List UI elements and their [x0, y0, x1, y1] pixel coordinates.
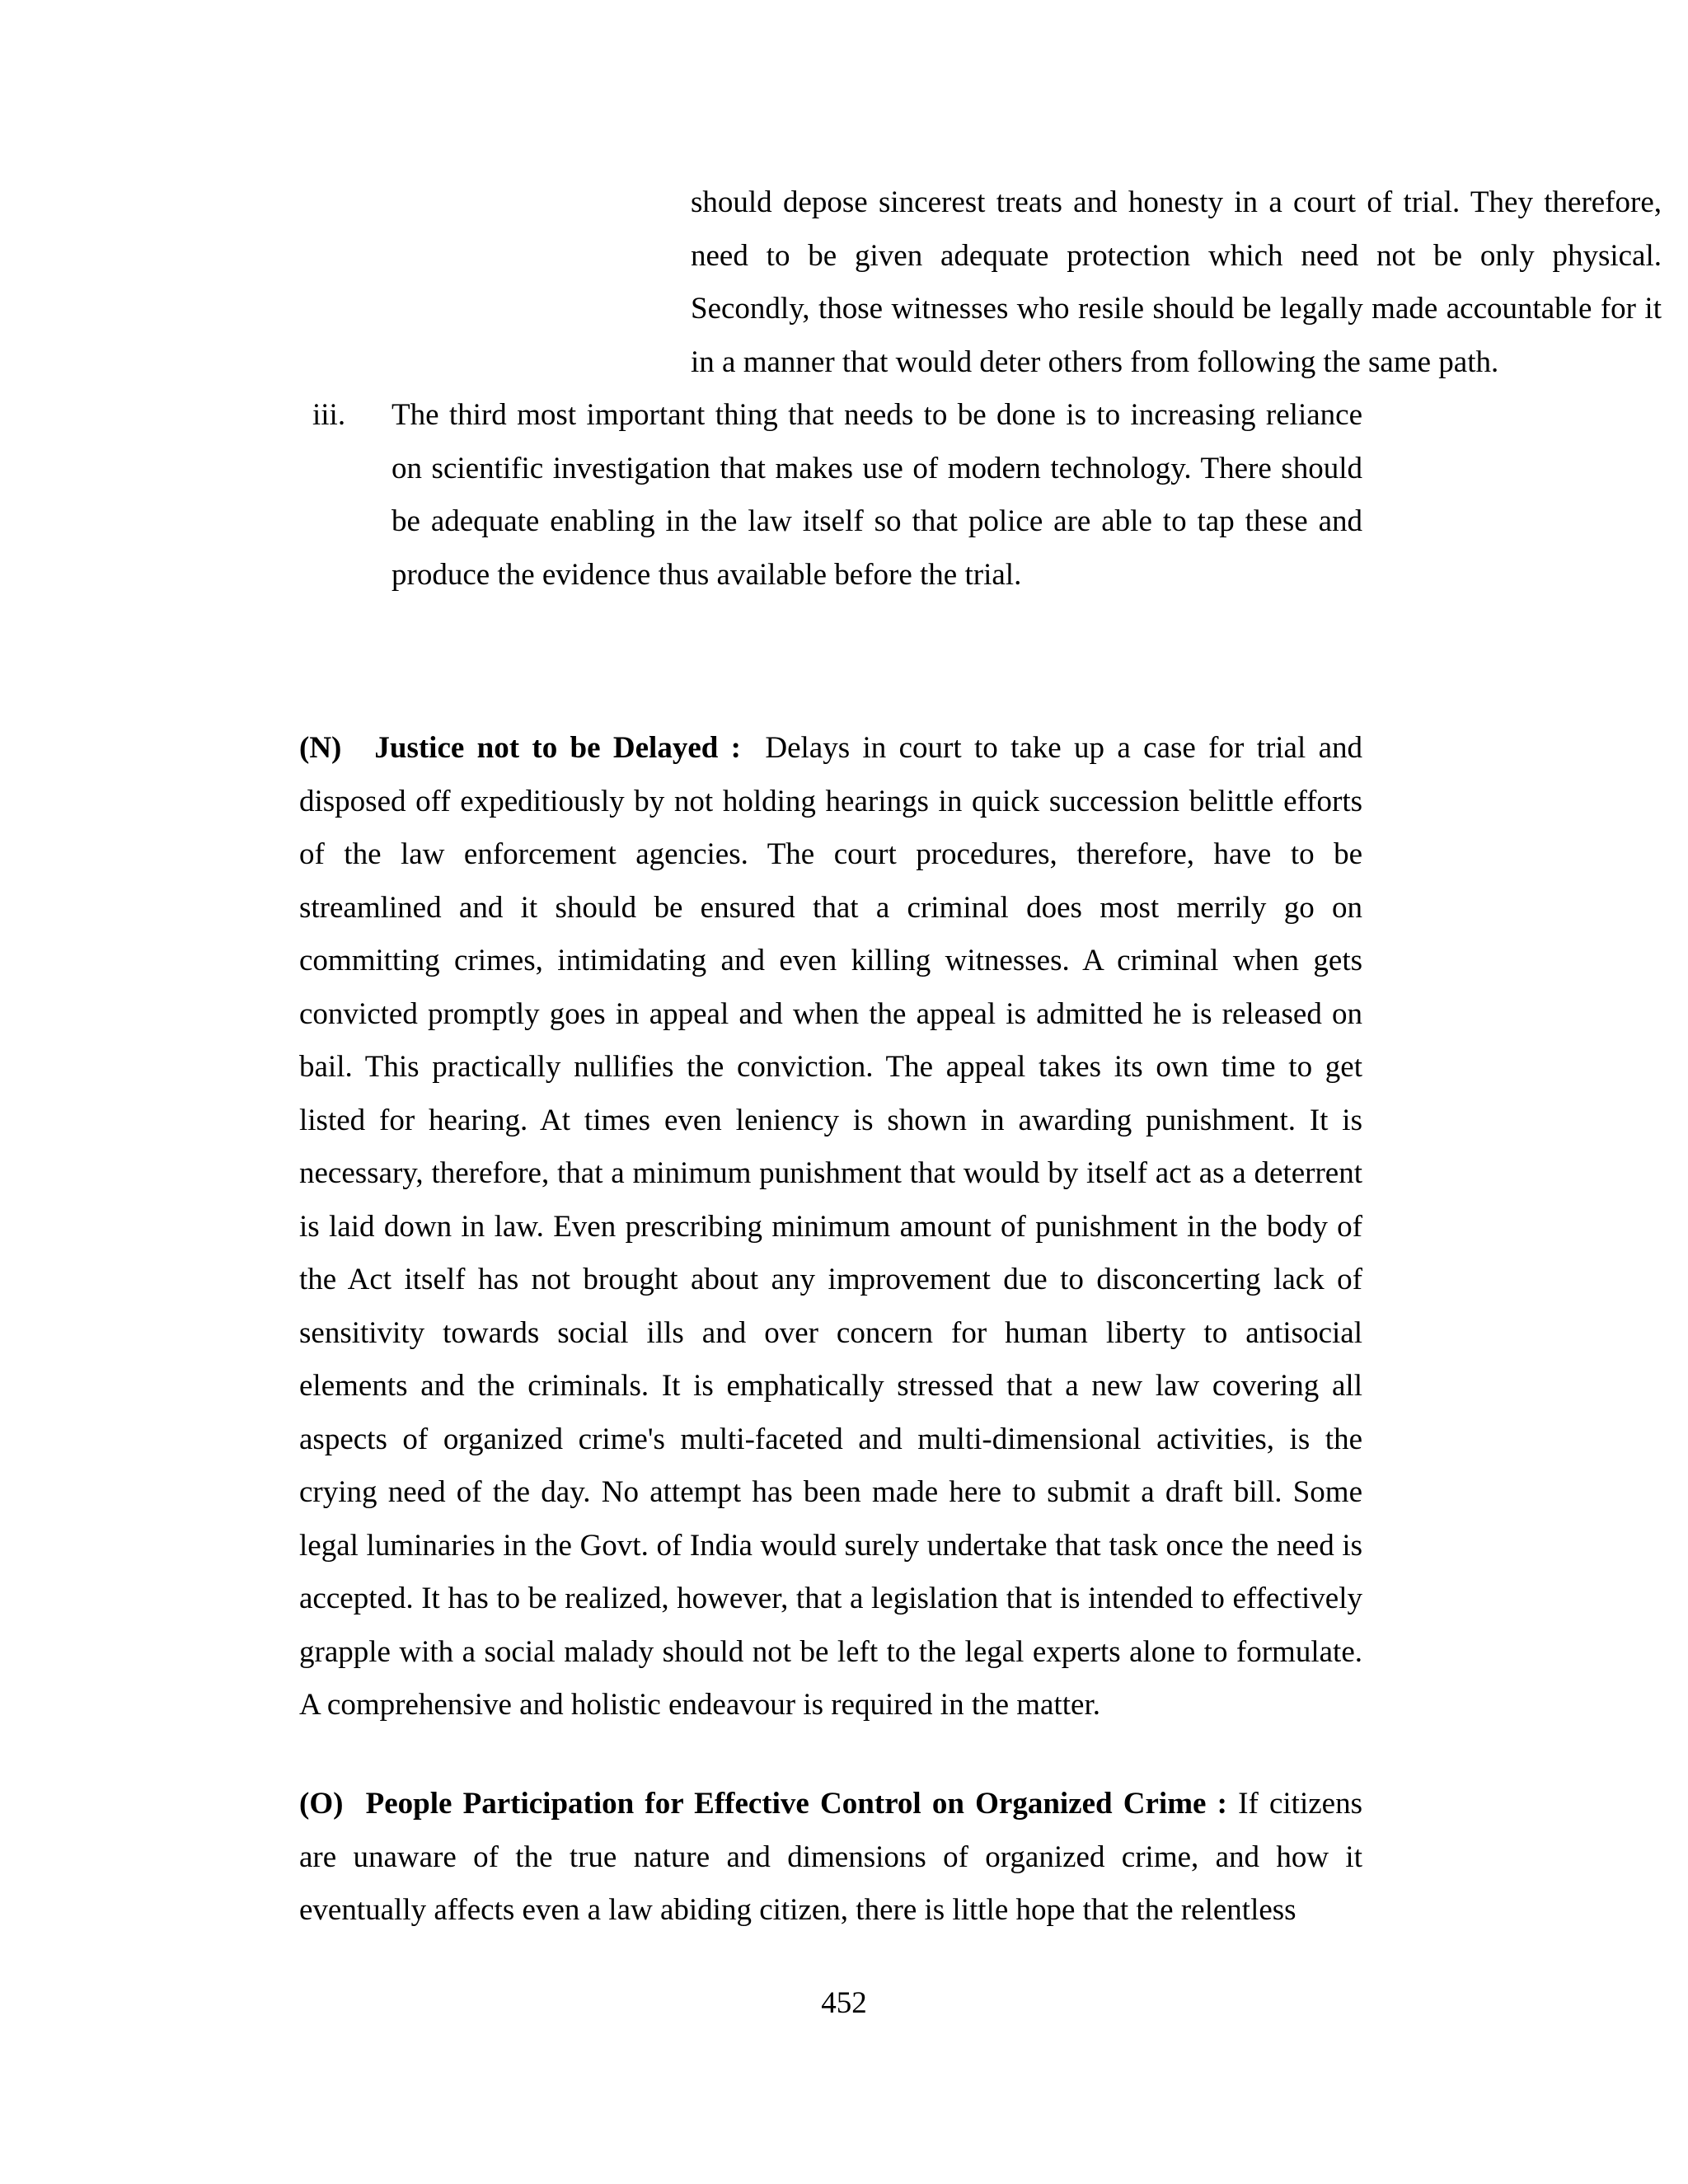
- section-n-body: Delays in court to take up a case for trial and disposed off expeditiously by not holding hearings in quick succession belittle efforts of the law enforcement agencies. The court procedures, therefore, have to be streamlined and it should be ensured that a criminal does most merrily go on committing crimes, intimidating and even killing witnesses. A criminal when gets convicted promptly goes in appeal and when the appeal is admitted he is released on bail. This practically nullifies the conviction. The appeal takes its own time to get listed for hearing. At times even leniency is shown in awarding punishment. It is necessary, therefore, that a minimum punishment that would by itself act as a deterrent is laid down in law. Even prescribing minimum amount of punishment in the body of the Act itself has not brought about any improvement due to disconcerting lack of sensitivity towards social ills and over concern for human liberty to antisocial elements and the criminals. It is emphatically stressed that a new law covering all aspects of organized crime's multi-faceted and multi-dimensional activities, is the crying need of the day. No attempt has been made here to submit a draft bill. Some legal luminaries in the Govt. of India would surely undertake that task once the need is accepted. It has to be realized, however, that a legislation that is intended to effectively grapple with a social malady should not be left to the legal experts alone to formulate. A comprehensive and holistic endeavour is required in the matter.: [299, 731, 1363, 1722]
- section-o: [299, 1778, 1362, 1938]
- section-n-paragraph: [299, 722, 1362, 1732]
- list-item-iii-text: The third most important thing that needs to be done is to increasing reliance on scientific investigation that makes use of modern technology. There should be adequate enabling in the law itself so that police are able to tap these and produce the evidence thus available before the trial.: [392, 398, 1362, 592]
- section-n-label: (N): [299, 731, 342, 765]
- section-o-label: (O): [299, 1787, 344, 1821]
- section-o-body: If citizens are unaware of the true nature and dimensions of organized crime, and how it eventually affects even a law abiding citizen, there is little hope that the relentless: [299, 1787, 1362, 1927]
- section-n-heading: Justice not to be Delayed :: [374, 731, 741, 765]
- section-o-heading: People Participation for Effective Control on Organized Crime :: [365, 1787, 1227, 1821]
- list-item-ii-continuation: [691, 176, 1662, 389]
- list-item-ii-text: should depose sincerest treats and honesty in a court of trial. They therefore, need to be given adequate protection which need not be only physical. Secondly, those witnesses who resile should be legally made accountable for it in a manner that would deter others from following the same path.: [691, 185, 1662, 379]
- list-item-iii-number: iii.: [312, 398, 346, 432]
- section-o-paragraph: [299, 1778, 1362, 1938]
- list-item-iii-body: [392, 389, 1362, 602]
- page-number: 452: [821, 1986, 867, 2020]
- section-n: [299, 722, 1362, 1732]
